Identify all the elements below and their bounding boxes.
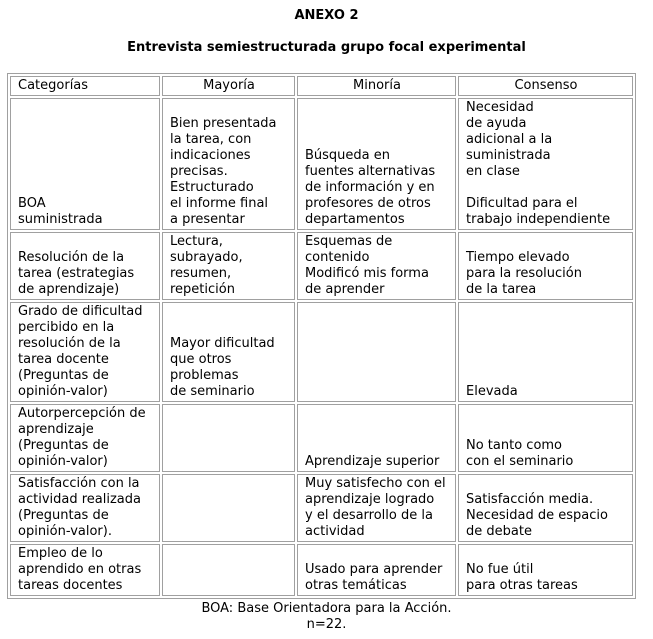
table-cell: Autorpercepción de aprendizaje (Preguntas de opinión-valor) — [10, 404, 160, 472]
table-cell — [162, 544, 295, 596]
table-cell: Tiempo elevado para la resolución de la tarea — [458, 232, 633, 300]
table-cell: Lectura, subrayado, resumen, repetición — [162, 232, 295, 300]
table-cell: Satisfacción con la actividad realizada (Preguntas de opinión-valor). — [10, 474, 160, 542]
table-row — [10, 474, 633, 542]
header-cell-minoria: Minoría — [297, 76, 456, 96]
table-cell — [297, 302, 456, 402]
header-cell-mayoria: Mayoría — [162, 76, 295, 96]
table-cell: No tanto como con el seminario — [458, 404, 633, 472]
sample-size: n=22. — [306, 617, 347, 632]
table-cell: Mayor dificultad que otros problemas de seminario — [162, 302, 295, 402]
table-row — [10, 232, 633, 300]
table-cell: Búsqueda en fuentes alternativas de información y en profesores de otros departamentos — [297, 98, 456, 230]
table-row — [10, 98, 633, 230]
table-cell: Satisfacción media. Necesidad de espacio de debate — [458, 474, 633, 542]
table-cell: BOA suministrada — [10, 98, 160, 230]
table-row — [10, 302, 633, 402]
footnote: BOA: Base Orientadora para la Acción. — [201, 601, 452, 616]
table-cell: Muy satisfecho con el aprendizaje logrado y el desarrollo de la actividad — [297, 474, 456, 542]
table-cell: Aprendizaje superior — [297, 404, 456, 472]
table-cell: Usado para aprender otras temáticas — [297, 544, 456, 596]
table-cell — [162, 474, 295, 542]
table-cell: Resolución de la tarea (estrategias de aprendizaje) — [10, 232, 160, 300]
table-header-row — [10, 76, 633, 96]
interview-table — [7, 73, 636, 599]
table-cell: Esquemas de contenido Modificó mis forma de aprender — [297, 232, 456, 300]
table-cell: No fue útil para otras tareas — [458, 544, 633, 596]
table-row — [10, 404, 633, 472]
table-cell: Grado de dificultad percibido en la resolución de la tarea docente (Preguntas de opinión-valor) — [10, 302, 160, 402]
annex-title: ANEXO 2 — [294, 8, 359, 23]
table-cell: Necesidad de ayuda adicional a la suministrada en clase Dificultad para el trabajo independiente — [458, 98, 633, 230]
table-cell: Bien presentada la tarea, con indicaciones precisas. Estructurado el informe final a presentar — [162, 98, 295, 230]
annex-subtitle: Entrevista semiestructurada grupo focal experimental — [127, 40, 526, 55]
header-cell-consenso: Consenso — [458, 76, 633, 96]
table-cell: Elevada — [458, 302, 633, 402]
table-cell — [162, 404, 295, 472]
table-cell: Empleo de lo aprendido en otras tareas docentes — [10, 544, 160, 596]
header-cell-categorias: Categorías — [10, 76, 160, 96]
table-row — [10, 544, 633, 596]
